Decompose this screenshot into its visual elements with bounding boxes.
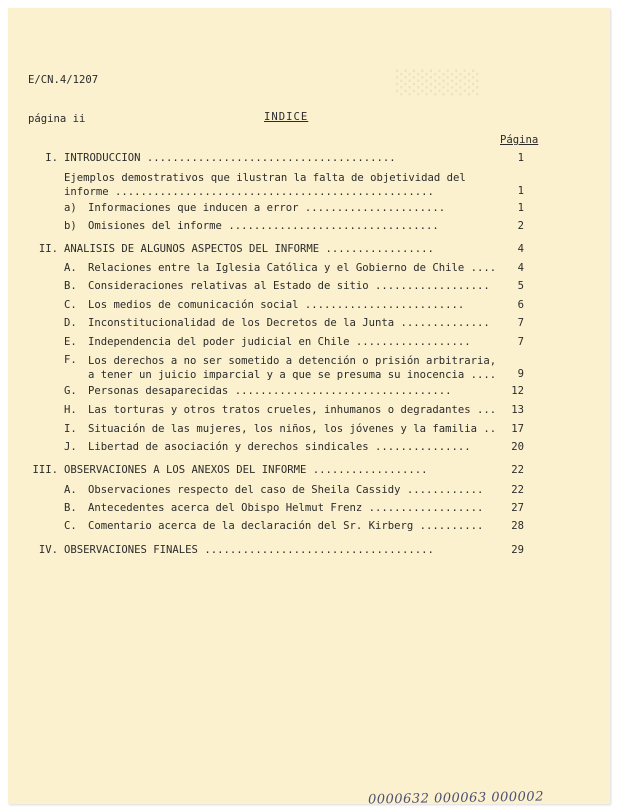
- entry-page: 2: [517, 220, 524, 232]
- subsection-letter: A.: [64, 262, 77, 274]
- section-number: IV.: [38, 544, 58, 556]
- entry-page: 1: [517, 185, 524, 197]
- entry-title: Observaciones respecto del caso de Sheila Cassidy ............: [88, 484, 484, 496]
- entry-page: 4: [517, 243, 524, 255]
- entry-title: Informaciones que inducen a error ......................: [88, 202, 446, 214]
- subsection-letter: E.: [64, 336, 77, 348]
- index-title: INDICE: [264, 111, 309, 123]
- entry-title: ANALISIS DE ALGUNOS ASPECTOS DEL INFORME .................: [64, 243, 434, 255]
- entry-page: 29: [511, 544, 524, 556]
- entry-title: Inconstitucionalidad de los Decretos de la Junta ..............: [88, 317, 490, 329]
- subsection-letter: A.: [64, 484, 77, 496]
- entry-page: 22: [511, 484, 524, 496]
- subsection-letter: a): [64, 202, 77, 214]
- entry-title: Antecedentes acerca del Obispo Helmut Frenz ..................: [88, 502, 484, 514]
- section-number: III.: [32, 464, 58, 476]
- entry-page: 17: [511, 423, 524, 435]
- subsection-letter: b): [64, 220, 77, 232]
- entry-title: Relaciones entre la Iglesia Católica y el Gobierno de Chile ....: [88, 262, 497, 274]
- entry-page: 6: [517, 299, 524, 311]
- subsection-letter: J.: [64, 441, 77, 453]
- entry-page: 20: [511, 441, 524, 453]
- section-number: I.: [45, 152, 58, 164]
- entry-page: 28: [511, 520, 524, 532]
- entry-page: 22: [511, 464, 524, 476]
- section-number: II.: [38, 243, 58, 255]
- entry-title: Personas desaparecidas ..................................: [88, 385, 452, 397]
- entry-page: 5: [517, 280, 524, 292]
- entry-title: Ejemplos demostrativos que ilustran la falta de objetividad del informe ..................................................: [64, 172, 466, 198]
- entry-title: Las torturas y otros tratos crueles, inhumanos o degradantes ...: [88, 404, 497, 416]
- entry-page: 12: [511, 385, 524, 397]
- document-symbol: E/CN.4/1207: [28, 74, 99, 86]
- entry-page: 13: [511, 404, 524, 416]
- entry-page: 1: [517, 152, 524, 164]
- subsection-letter: G.: [64, 385, 77, 397]
- document-page: [8, 8, 610, 808]
- entry-title: Situación de las mujeres, los niños, los jóvenes y la familia ..: [88, 423, 497, 435]
- subsection-letter: C.: [64, 299, 77, 311]
- subsection-letter: H.: [64, 404, 77, 416]
- subsection-letter: B.: [64, 502, 77, 514]
- document-reference: [28, 48, 98, 152]
- entry-title: Comentario acerca de la declaración del Sr. Kirberg ..........: [88, 520, 484, 532]
- subsection-letter: I.: [64, 423, 77, 435]
- entry-page: 1: [517, 202, 524, 214]
- entry-title: OBSERVACIONES A LOS ANEXOS DEL INFORME ..................: [64, 464, 428, 476]
- entry-page: 7: [517, 317, 524, 329]
- entry-title: INTRODUCCION .......................................: [64, 152, 396, 164]
- archive-stamp-numbers: 0000632 000063 000002: [367, 789, 545, 808]
- entry-title: Omisiones del informe .................................: [88, 220, 439, 232]
- entry-title: Los medios de comunicación social .........................: [88, 299, 465, 311]
- subsection-letter: B.: [64, 280, 77, 292]
- entry-title: Independencia del poder judicial en Chile ..................: [88, 336, 471, 348]
- subsection-letter: D.: [64, 317, 77, 329]
- subsection-letter: F.: [64, 354, 77, 366]
- entry-page: 9: [517, 368, 524, 380]
- bleed-through-watermark: ░░░░░: [396, 70, 481, 96]
- entry-title: Libertad de asociación y derechos sindicales ...............: [88, 441, 471, 453]
- entry-page: 7: [517, 336, 524, 348]
- entry-title: OBSERVACIONES FINALES ....................................: [64, 544, 434, 556]
- entry-title: Los derechos a no ser sometido a detención o prisión arbitraria, a tener un juicio imparcial y a que se presuma su inocencia ....: [88, 355, 497, 381]
- entry-page: 4: [517, 262, 524, 274]
- page-number-label: página ii: [28, 113, 86, 125]
- entry-page: 27: [511, 502, 524, 514]
- entry-title: Consideraciones relativas al Estado de sitio ..................: [88, 280, 490, 292]
- page-column-header: Página: [500, 134, 539, 146]
- subsection-letter: C.: [64, 520, 77, 532]
